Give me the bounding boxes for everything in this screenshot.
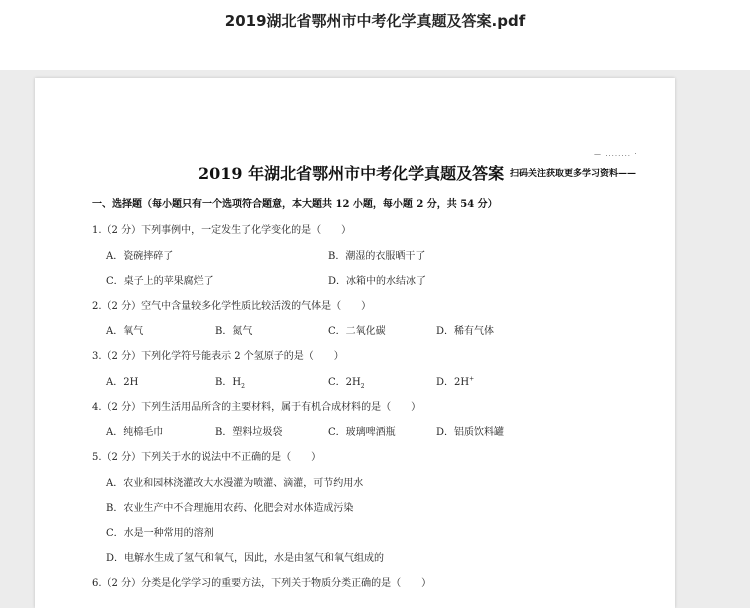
file-title: 2019湖北省鄂州市中考化学真题及答案.pdf <box>224 12 526 30</box>
question-6-stem: 6.（2 分）分类是化学学习的重要方法，下列关于物质分类正确的是（ ） <box>92 578 432 589</box>
option-prefix: C． <box>328 377 346 388</box>
question-5-option-d: D．电解水生成了氢气和氧气，因此，水是由氢气和氧气组成的 <box>106 553 385 564</box>
question-3-option-a <box>106 373 138 388</box>
subscript: 2 <box>360 383 365 390</box>
option-prefix: B． <box>215 377 233 388</box>
overlay-note: 扫码关注获取更多学习资料—— <box>510 169 637 179</box>
question-3-option-b <box>215 373 245 390</box>
chemical-symbol: 2H <box>345 377 361 388</box>
question-5-option-b: B．农业生产中不合理施用农药、化肥会对水体造成污染 <box>106 503 354 514</box>
superscript: + <box>469 375 475 383</box>
question-2-option-d: D．稀有气体 <box>436 326 495 337</box>
pdf-page[interactable] <box>35 78 675 608</box>
question-2-option-a: A．氧气 <box>106 326 144 337</box>
chemical-symbol: H <box>232 377 242 388</box>
question-4-option-c: C．玻璃啤酒瓶 <box>328 427 396 438</box>
chemical-symbol: 2H <box>123 377 139 388</box>
question-2-option-c: C．二氧化碳 <box>328 326 386 337</box>
page-corner-mark: — ........ · <box>594 150 638 158</box>
question-3-stem: 3.（2 分）下列化学符号能表示 2 个氢原子的是（ ） <box>92 351 344 362</box>
document-title: 2019 年湖北省鄂州市中考化学真题及答案 <box>198 164 505 183</box>
question-4-option-a: A．纯棉毛巾 <box>106 427 164 438</box>
section-heading: 一、选择题（每小题只有一个选项符合题意，本大题共 12 小题，每小题 2 分，共 54 分） <box>92 199 498 210</box>
question-5-stem: 5.（2 分）下列关于水的说法中不正确的是（ ） <box>92 452 322 463</box>
question-3-option-d <box>436 373 474 388</box>
viewer-toolbar <box>0 0 750 70</box>
option-prefix: A． <box>106 377 124 388</box>
question-2-stem: 2.（2 分）空气中含量较多化学性质比较活泼的气体是（ ） <box>92 301 372 312</box>
question-2-option-b: B．氮气 <box>215 326 253 337</box>
question-1-option-b: B．潮湿的衣服晒干了 <box>328 251 426 262</box>
question-4-option-d: D．铝质饮料罐 <box>436 427 505 438</box>
question-1-stem: 1.（2 分）下列事例中，一定发生了化学变化的是（ ） <box>92 225 352 236</box>
question-4-option-b: B．塑料垃圾袋 <box>215 427 283 438</box>
question-1-option-a: A．瓷碗摔碎了 <box>106 251 174 262</box>
question-4-stem: 4.（2 分）下列生活用品所含的主要材料，属于有机合成材料的是（ ） <box>92 402 422 413</box>
chemical-symbol: 2H <box>454 377 470 388</box>
subscript: 2 <box>241 383 245 390</box>
question-1-option-c: C．桌子上的苹果腐烂了 <box>106 276 214 287</box>
question-3-option-c <box>328 373 365 390</box>
option-prefix: D． <box>436 377 455 388</box>
question-5-option-c: C．水是一种常用的溶剂 <box>106 528 214 539</box>
question-5-option-a: A．农业和园林浇灌改大水漫灌为喷灌、滴灌，可节约用水 <box>106 478 364 489</box>
question-1-option-d: D．冰箱中的水结冰了 <box>328 276 427 287</box>
